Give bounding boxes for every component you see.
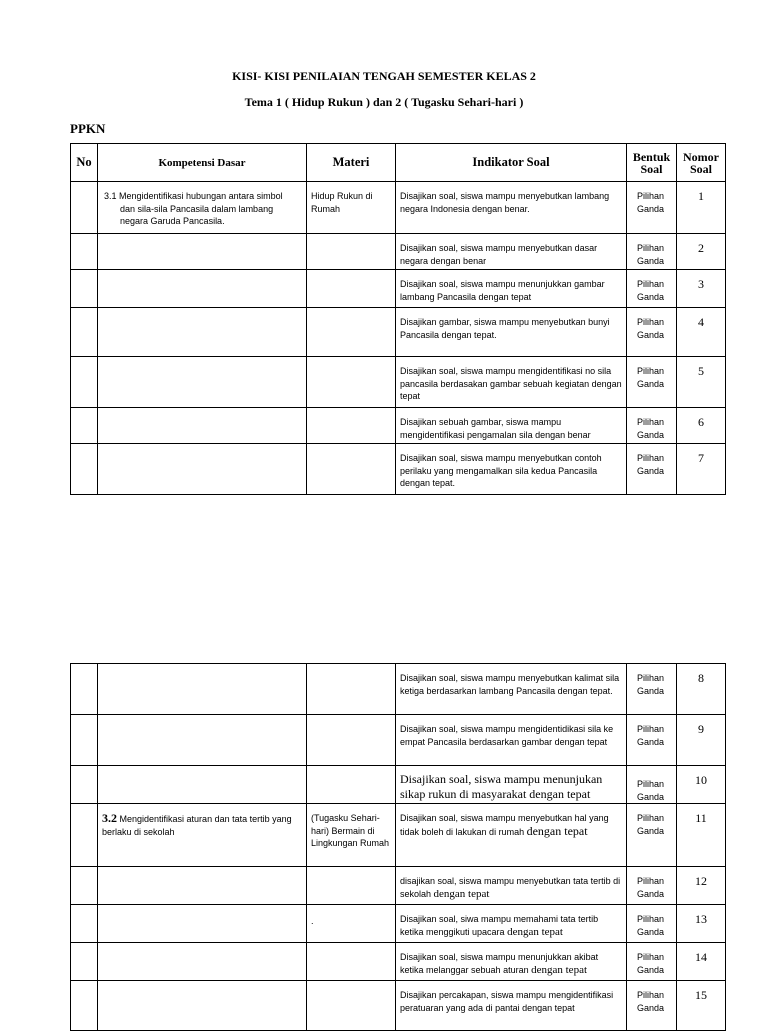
table-row <box>71 867 726 905</box>
cell-no <box>71 182 98 234</box>
cell-bentuk: Pilihan Ganda <box>627 270 677 308</box>
kisi-table-page-2 <box>70 663 726 1031</box>
table-row <box>71 444 726 495</box>
cell-nomor: 14 <box>677 943 726 981</box>
cell-nomor: 7 <box>677 444 726 495</box>
table-row <box>71 664 726 715</box>
cell-nomor: 6 <box>677 408 726 444</box>
header-nomor-line1: Nomor <box>683 149 719 164</box>
header-bentuk-soal <box>627 144 677 182</box>
cell-indikator: Disajikan soal, siswa mampu menyebutkan kalimat sila ketiga berdasarkan lambang Pancasila dengan tepat. <box>396 664 627 715</box>
cell-no <box>71 664 98 715</box>
indikator-tail: dengan tepat <box>531 963 588 976</box>
cell-materi: Hidup Rukun di Rumah <box>307 182 396 234</box>
table-row <box>71 766 726 804</box>
cell-no <box>71 715 98 766</box>
indikator-text: disajikan soal, siswa mampu menyebutkan tata tertib di sekolah <box>400 876 621 899</box>
cell-indikator: Disajikan soal, siswa mampu menyebutkan contoh perilaku yang mengamalkan sila kedua Pancasila dengan tepat. <box>396 444 627 495</box>
cell-materi <box>307 981 396 1031</box>
cell-materi <box>307 234 396 270</box>
cell-no <box>71 408 98 444</box>
kd-text: Mengidentifikasi aturan dan tata tertib yang berlaku di sekolah <box>102 814 292 837</box>
table-header-row <box>71 144 726 182</box>
cell-bentuk: Pilihan Ganda <box>627 357 677 408</box>
cell-materi <box>307 766 396 804</box>
header-indikator-soal: Indikator Soal <box>396 144 627 182</box>
cell-no <box>71 905 98 943</box>
cell-indikator: Disajikan percakapan, siswa mampu mengidentifikasi peratuaran yang ada di pantai dengan tepat <box>396 981 627 1031</box>
cell-nomor: 13 <box>677 905 726 943</box>
cell-bentuk: Pilihan Ganda <box>627 408 677 444</box>
cell-bentuk: Pilihan Ganda <box>627 943 677 981</box>
table-row <box>71 270 726 308</box>
document-title: KISI- KISI PENILAIAN TENGAH SEMESTER KELAS 2 <box>232 69 536 83</box>
cell-bentuk: Pilihan Ganda <box>627 182 677 234</box>
cell-materi <box>307 444 396 495</box>
cell-materi <box>307 308 396 357</box>
cell-kompetensi-dasar <box>98 444 307 495</box>
document-subtitle: Tema 1 ( Hidup Rukun ) dan 2 ( Tugasku Sehari-hari ) <box>244 95 524 109</box>
cell-materi <box>307 270 396 308</box>
subject-label: PPKN <box>70 121 106 136</box>
cell-indikator <box>396 867 627 905</box>
indikator-tail: dengan tepat <box>433 887 490 900</box>
cell-nomor: 4 <box>677 308 726 357</box>
cell-materi <box>307 867 396 905</box>
kd-number: 3.2 <box>102 811 117 825</box>
cell-kompetensi-dasar <box>98 182 307 234</box>
cell-no <box>71 804 98 867</box>
cell-kompetensi-dasar <box>98 766 307 804</box>
cell-indikator <box>396 804 627 867</box>
cell-kompetensi-dasar <box>98 715 307 766</box>
indikator-text: Disajikan soal, siswa mampu menyebutkan hal yang tidak boleh di lakukan di rumah <box>400 813 609 837</box>
cell-materi <box>307 408 396 444</box>
cell-indikator: Disajikan gambar, siswa mampu menyebutkan bunyi Pancasila dengan tepat. <box>396 308 627 357</box>
table-row <box>71 182 726 234</box>
cell-kompetensi-dasar <box>98 804 307 867</box>
header-no: No <box>71 144 98 182</box>
cell-indikator: Disajikan soal, siswa mampu mengidentidikasi sila ke empat Pancasila berdasarkan gambar dengan tepat <box>396 715 627 766</box>
cell-bentuk: Pilihan Ganda <box>627 444 677 495</box>
cell-materi: (Tugasku Sehari-hari) Bermain di Lingkungan Rumah <box>307 804 396 867</box>
table-row <box>71 234 726 270</box>
cell-nomor: 5 <box>677 357 726 408</box>
cell-indikator: Disajikan soal, siswa mampu menunjukan sikap rukun di masyarakat dengan tepat <box>396 766 627 804</box>
cell-kompetensi-dasar <box>98 234 307 270</box>
table-row <box>71 905 726 943</box>
cell-no <box>71 357 98 408</box>
table-row <box>71 408 726 444</box>
cell-nomor: 1 <box>677 182 726 234</box>
cell-nomor: 10 <box>677 766 726 804</box>
cell-no <box>71 867 98 905</box>
cell-indikator: Disajikan soal, siswa mampu menunjukkan gambar lambang Pancasila dengan tepat <box>396 270 627 308</box>
cell-materi <box>307 357 396 408</box>
cell-no <box>71 981 98 1031</box>
cell-bentuk: Pilihan Ganda <box>627 766 677 804</box>
table-row <box>71 308 726 357</box>
cell-materi: . <box>307 905 396 943</box>
table-row <box>71 943 726 981</box>
kisi-table-page-1 <box>70 143 726 495</box>
table-row <box>71 981 726 1031</box>
kd-text: 3.1 Mengidentifikasi hubungan antara simbol dan sila-sila Pancasila dalam lambang negara Garuda Pancasila. <box>104 191 283 226</box>
cell-no <box>71 308 98 357</box>
cell-nomor: 9 <box>677 715 726 766</box>
cell-nomor: 11 <box>677 804 726 867</box>
cell-bentuk: Pilihan Ganda <box>627 664 677 715</box>
indikator-text: Disajikan soal, siswa mampu menunjukkan akibat ketika melanggar sebuah aturan <box>400 952 599 975</box>
cell-nomor: 12 <box>677 867 726 905</box>
cell-kompetensi-dasar <box>98 270 307 308</box>
cell-indikator <box>396 943 627 981</box>
cell-no <box>71 943 98 981</box>
cell-indikator: Disajikan sebuah gambar, siswa mampu mengidentifikasi pengamalan sila dengan benar <box>396 408 627 444</box>
cell-bentuk: Pilihan Ganda <box>627 981 677 1031</box>
cell-no <box>71 234 98 270</box>
cell-kompetensi-dasar <box>98 408 307 444</box>
cell-indikator <box>396 905 627 943</box>
cell-materi <box>307 943 396 981</box>
cell-bentuk: Pilihan Ganda <box>627 308 677 357</box>
table-row <box>71 715 726 766</box>
table-row <box>71 804 726 867</box>
header-bentuk-line2: Soal <box>640 161 663 176</box>
cell-bentuk: Pilihan Ganda <box>627 867 677 905</box>
cell-nomor: 15 <box>677 981 726 1031</box>
header-bentuk-line1: Bentuk <box>632 149 671 164</box>
cell-kompetensi-dasar <box>98 308 307 357</box>
cell-kompetensi-dasar <box>98 867 307 905</box>
cell-indikator: Disajikan soal, siswa mampu menyebutkan dasar negara dengan benar <box>396 234 627 270</box>
cell-materi <box>307 664 396 715</box>
indikator-tail: dengan tepat <box>507 925 563 938</box>
cell-bentuk: Pilihan Ganda <box>627 234 677 270</box>
header-nomor-soal <box>677 144 726 182</box>
cell-kompetensi-dasar <box>98 943 307 981</box>
cell-kompetensi-dasar <box>98 981 307 1031</box>
cell-nomor: 3 <box>677 270 726 308</box>
cell-indikator: Disajikan soal, siswa mampu menyebutkan lambang negara Indonesia dengan benar. <box>396 182 627 234</box>
indikator-tail: dengan tepat <box>526 823 588 838</box>
header-materi: Materi <box>307 144 396 182</box>
cell-indikator: Disajikan soal, siswa mampu mengidentifikasi no sila pancasila berdasakan gambar sebuah kegiatan dengan tepat <box>396 357 627 408</box>
cell-no <box>71 270 98 308</box>
cell-bentuk: Pilihan Ganda <box>627 905 677 943</box>
cell-no <box>71 766 98 804</box>
indikator-text: Disajikan soal, siwa mampu memahami tata tertib ketika menggikuti upacara <box>400 914 599 937</box>
cell-no <box>71 444 98 495</box>
cell-nomor: 8 <box>677 664 726 715</box>
cell-kompetensi-dasar <box>98 905 307 943</box>
table-row <box>71 357 726 408</box>
cell-materi <box>307 715 396 766</box>
cell-bentuk: Pilihan Ganda <box>627 715 677 766</box>
header-kompetensi-dasar: Kompetensi Dasar <box>98 144 307 182</box>
cell-kompetensi-dasar <box>98 664 307 715</box>
cell-bentuk: Pilihan Ganda <box>627 804 677 867</box>
cell-kompetensi-dasar <box>98 357 307 408</box>
cell-nomor: 2 <box>677 234 726 270</box>
header-nomor-line2: Soal <box>689 161 712 176</box>
